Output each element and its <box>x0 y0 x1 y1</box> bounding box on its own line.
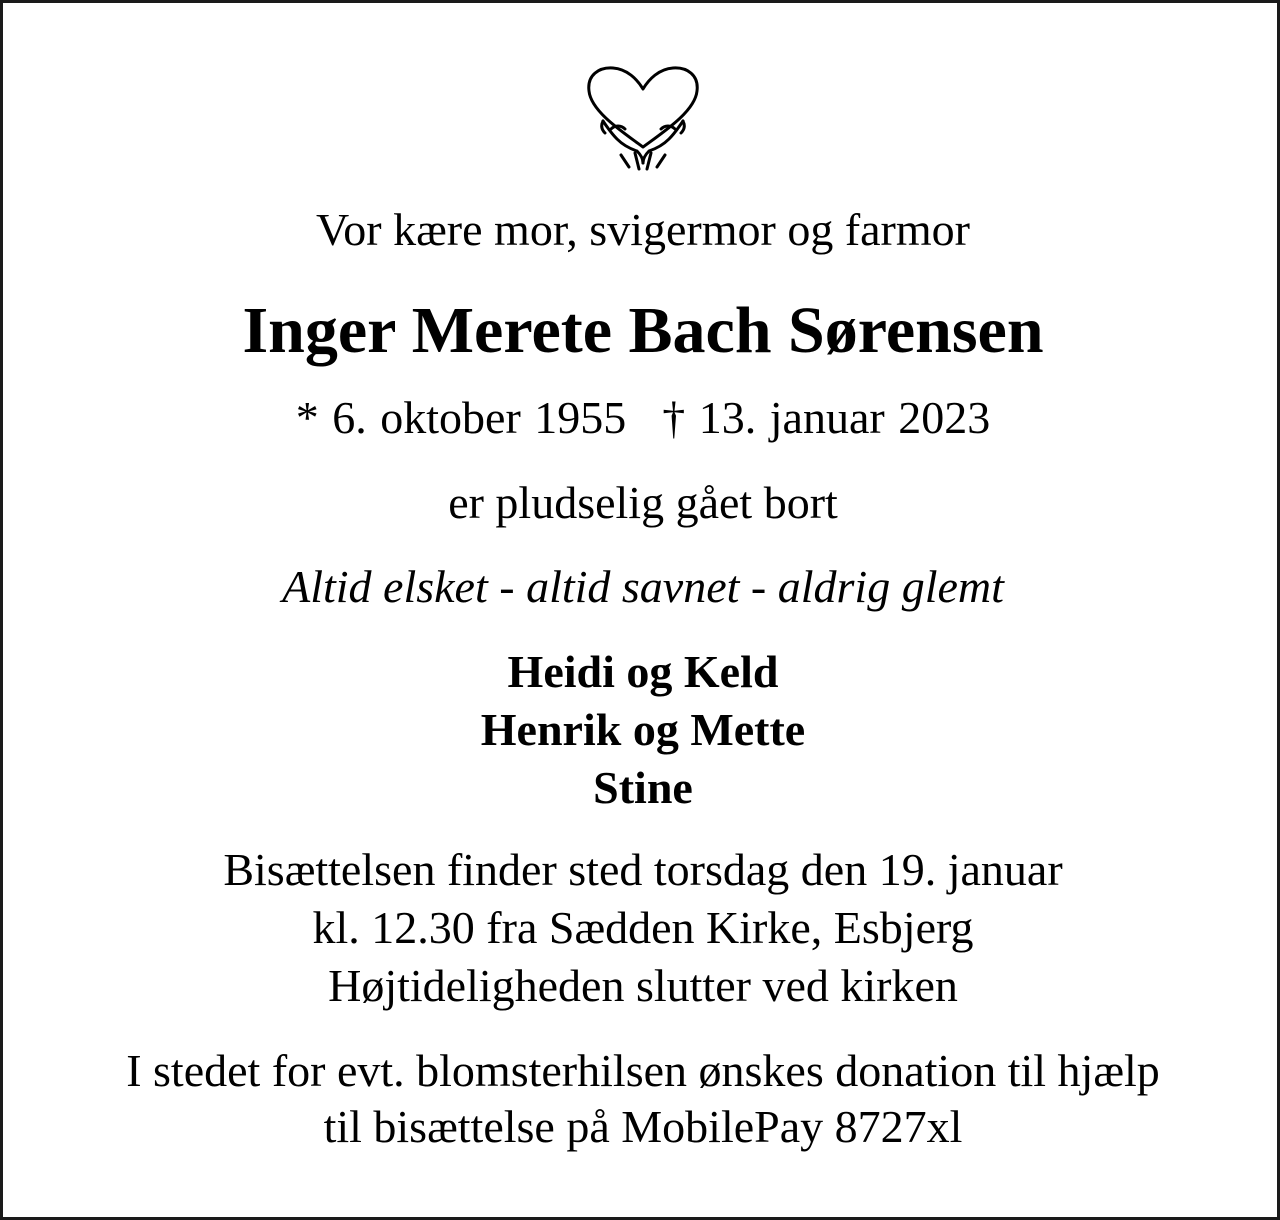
born-symbol: * <box>295 392 319 443</box>
life-dates <box>3 390 1280 446</box>
family-member: Henrik og Mette <box>480 704 806 755</box>
funeral-details <box>3 841 1280 1015</box>
funeral-line: Højtideligheden slutter ved kirken <box>328 960 958 1011</box>
funeral-line: kl. 12.30 fra Sædden Kirke, Esbjerg <box>312 902 974 953</box>
passed-text: er pludselig gået bort <box>448 477 838 528</box>
donation-note <box>3 1043 1280 1155</box>
donation-line: til bisættelse på MobilePay 8727xl <box>323 1101 963 1152</box>
funeral-line: Bisættelsen finder sted torsdag den 19. januar <box>223 844 1063 895</box>
died-date: 13. januar 2023 <box>698 392 991 443</box>
family-member: Heidi og Keld <box>507 646 779 697</box>
family-signatures <box>3 643 1280 817</box>
heart-in-hands-icon <box>581 63 705 173</box>
born-date: 6. oktober 1955 <box>332 392 627 443</box>
motto-text: Altid elsket - altid savnet - aldrig glemt <box>282 561 1004 612</box>
intro-text: Vor kære mor, svigermor og farmor <box>316 204 970 255</box>
died-symbol: † <box>662 392 686 443</box>
deceased-name: Inger Merete Bach Sørensen <box>242 294 1044 367</box>
donation-line: I stedet for evt. blomsterhilsen ønskes donation til hjælp <box>126 1045 1160 1096</box>
family-member: Stine <box>593 762 693 813</box>
